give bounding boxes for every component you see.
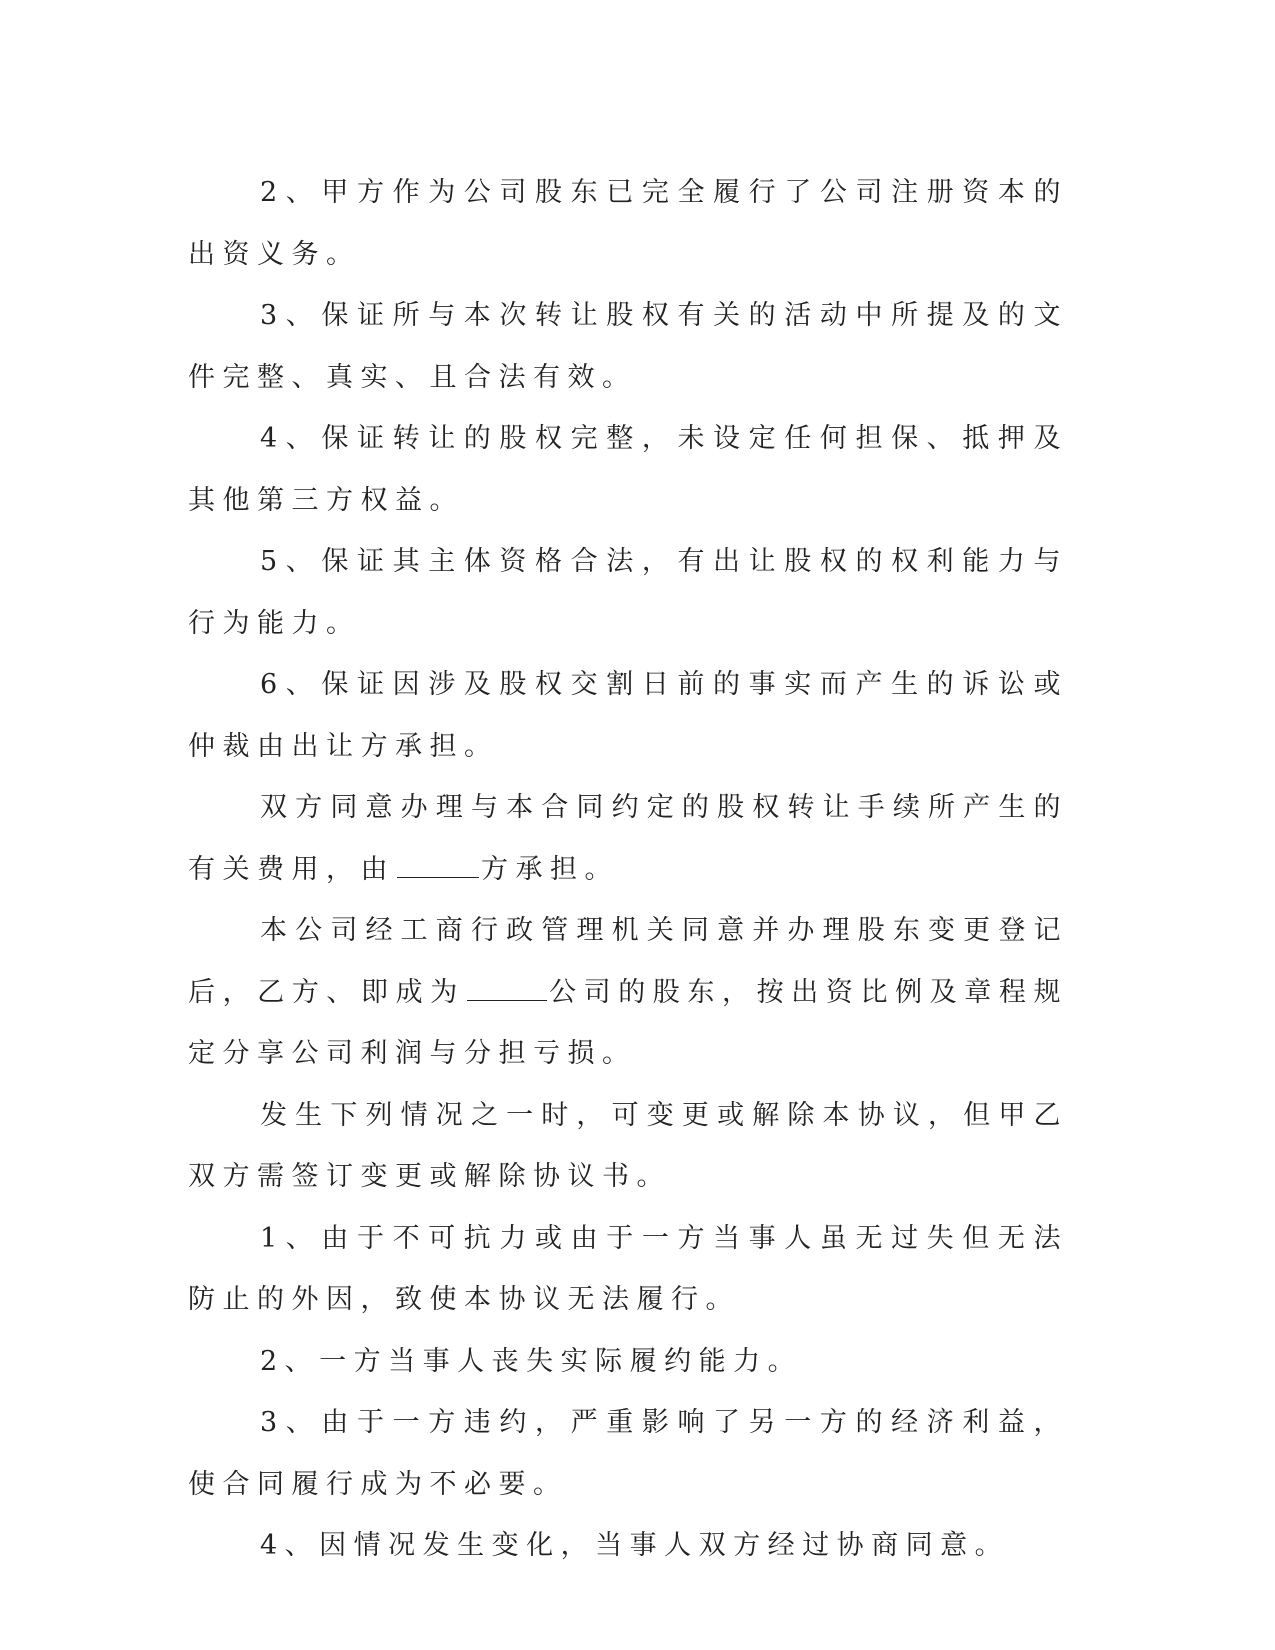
fees-text-before: 双方同意办理与本合同约定的股权转让手续所产生的有关费用，由 bbox=[188, 792, 1068, 885]
termination-intro: 发生下列情况之一时，可变更或解除本协议，但甲乙双方需签订变更或解除协议书。 bbox=[188, 1099, 1068, 1192]
termination-item-2: 2、一方当事人丧失实际履约能力。 bbox=[260, 1345, 803, 1377]
clause-2-capital-obligation: 2、甲方作为公司股东已完全履行了公司注册资本的出资义务。 bbox=[188, 177, 1068, 270]
fill-blank-company bbox=[467, 972, 547, 1001]
shareholder-change-paragraph bbox=[188, 900, 1068, 1085]
termination-item-1: 1、由于不可抗力或由于一方当事人虽无过失但无法防止的外因，致使本协议无法履行。 bbox=[188, 1222, 1068, 1315]
fees-text-after: 方承担。 bbox=[481, 853, 619, 885]
fill-blank-party bbox=[397, 849, 479, 878]
clause-4-equity-unencumbered: 4、保证转让的股权完整，未设定任何担保、抵押及其他第三方权益。 bbox=[188, 423, 1068, 516]
termination-item-4: 4、因情况发生变化，当事人双方经过协商同意。 bbox=[260, 1530, 1010, 1561]
document-body bbox=[188, 162, 1068, 1577]
termination-item-3: 3、由于一方违约，严重影响了另一方的经济利益，使合同履行成为不必要。 bbox=[188, 1407, 1068, 1500]
fees-paragraph bbox=[188, 777, 1068, 900]
clause-3-documents-authentic: 3、保证所与本次转让股权有关的活动中所提及的文件完整、真实、且合法有效。 bbox=[188, 300, 1068, 393]
shareholder-text-after: 公司的股东，按出资比例及章程规定分享公司利润与分担亏损。 bbox=[188, 976, 1069, 1069]
clause-6-litigation-liability: 6、保证因涉及股权交割日前的事实而产生的诉讼或仲裁由出让方承担。 bbox=[188, 669, 1068, 762]
clause-5-legal-capacity: 5、保证其主体资格合法，有出让股权的权利能力与行为能力。 bbox=[188, 546, 1068, 639]
shareholder-text-before: 本公司经工商行政管理机关同意并办理股东变更登记后，乙方、即成为 bbox=[188, 915, 1068, 1008]
